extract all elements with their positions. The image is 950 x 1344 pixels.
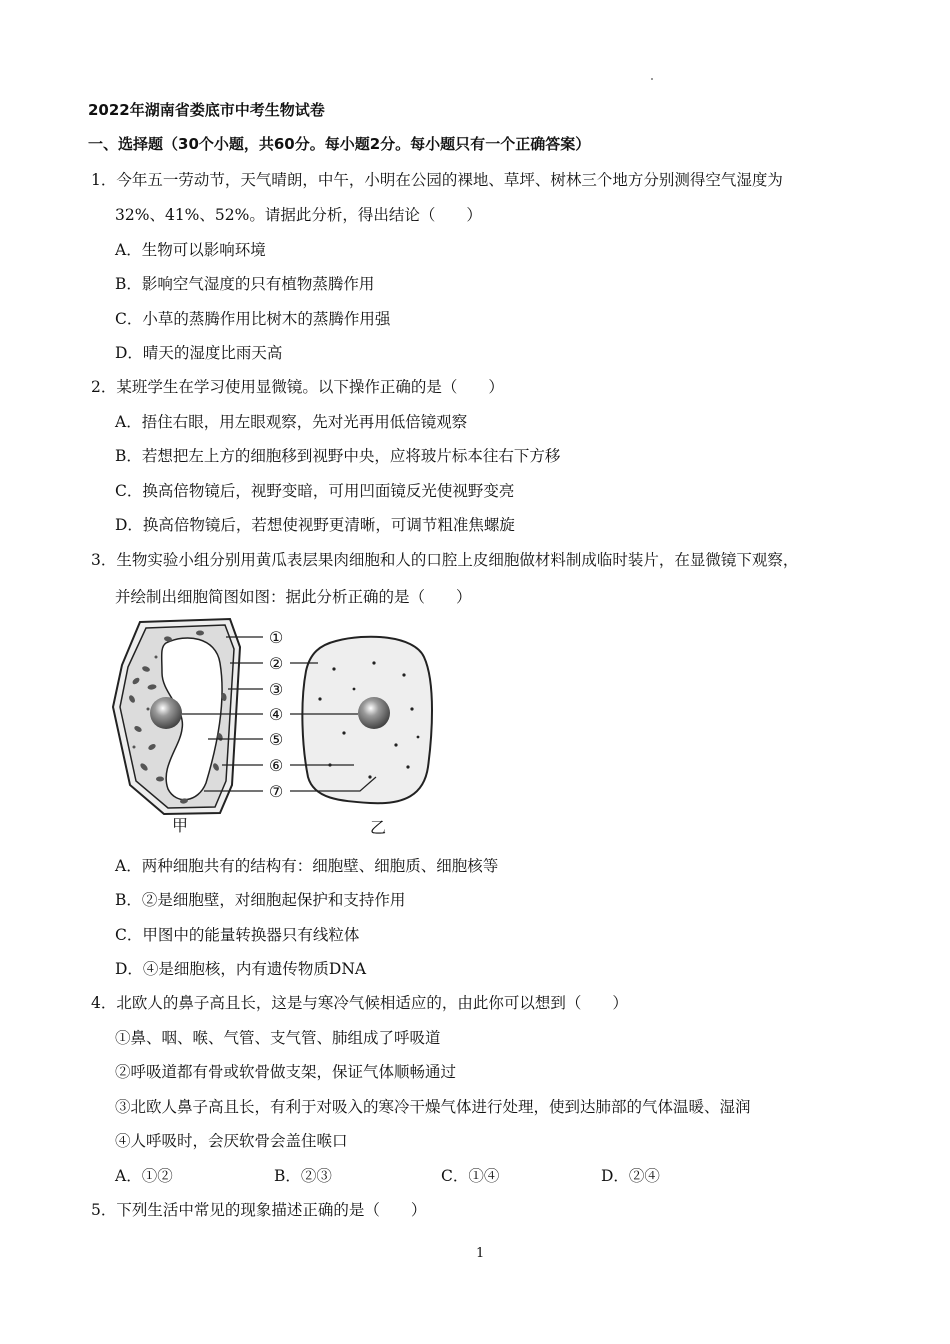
question-3-option-a: A．两种细胞共有的结构有：细胞壁、细胞质、细胞核等 (115, 857, 499, 875)
figure-label-5: ⑤ (268, 730, 284, 749)
question-5-stem: 5．下列生活中常见的现象描述正确的是（ ） (91, 1201, 427, 1219)
question-4-statement-4: ④人呼吸时，会厌软骨会盖住喉口 (115, 1132, 348, 1150)
plant-nucleus (150, 697, 182, 729)
page-mark (651, 78, 653, 80)
figure-label-7: ⑦ (268, 782, 284, 801)
question-1-option-a: A．生物可以影响环境 (115, 241, 266, 259)
figure-label-3: ③ (268, 680, 284, 699)
question-4-option-b: B．②③ (274, 1167, 332, 1185)
question-2-option-b: B．若想把左上方的细胞移到视野中央，应将玻片标本往右下方移 (115, 447, 561, 465)
question-1-stem-cont: 32%、41%、52%。请据此分析，得出结论（ ） (115, 206, 482, 224)
page-number: 1 (476, 1246, 485, 1261)
animal-nucleus (358, 697, 390, 729)
question-2-stem: 2．某班学生在学习使用显微镜。以下操作正确的是（ ） (91, 378, 504, 396)
caption-plant-cell: 甲 (171, 816, 189, 835)
figure-label-4: ④ (268, 705, 284, 724)
question-4-statement-3: ③北欧人鼻子高且长，有利于对吸入的寒冷干燥气体进行处理，使到达肺部的气体温暖、湿润 (115, 1098, 751, 1116)
question-4-option-a: A．①② (115, 1167, 173, 1185)
figure-label-2: ② (268, 654, 284, 673)
cell-diagram (108, 617, 448, 839)
figure-label-1: ① (268, 628, 284, 647)
question-4-option-c: C．①④ (441, 1167, 500, 1185)
question-3-stem-cont: 并绘制出细胞简图如图：据此分析正确的是（ ） (115, 588, 472, 606)
figure-label-6: ⑥ (268, 756, 284, 775)
question-1-option-c: C．小草的蒸腾作用比树木的蒸腾作用强 (115, 310, 391, 328)
question-2-option-a: A．捂住右眼，用左眼观察，先对光再用低倍镜观察 (115, 413, 468, 431)
question-1-option-d: D．晴天的湿度比雨天高 (115, 344, 283, 362)
question-3-option-b: B．②是细胞壁，对细胞起保护和支持作用 (115, 891, 406, 909)
doc-title: 2022年湖南省娄底市中考生物试卷 (88, 101, 325, 119)
question-4-stem: 4．北欧人的鼻子高且长，这是与寒冷气候相适应的，由此你可以想到（ ） (91, 994, 628, 1012)
question-3-option-c: C．甲图中的能量转换器只有线粒体 (115, 926, 360, 944)
question-4-option-d: D．②④ (601, 1167, 660, 1185)
question-2-option-c: C．换高倍物镜后，视野变暗，可用凹面镜反光使视野变亮 (115, 482, 515, 500)
question-1-option-b: B．影响空气湿度的只有植物蒸腾作用 (115, 275, 375, 293)
question-4-statement-2: ②呼吸道都有骨或软骨做支架，保证气体顺畅通过 (115, 1063, 457, 1081)
caption-animal-cell: 乙 (369, 818, 387, 837)
question-3-stem: 3．生物实验小组分别用黄瓜表层果肉细胞和人的口腔上皮细胞做材料制成临时装片，在显微镜下观察， (91, 551, 799, 569)
question-3-option-d: D．④是细胞核，内有遗传物质DNA (115, 960, 367, 978)
section-heading: 一、选择题（30个小题，共60分。每小题2分。每小题只有一个正确答案） (88, 135, 591, 153)
question-2-option-d: D．换高倍物镜后，若想使视野更清晰，可调节粗准焦螺旋 (115, 516, 515, 534)
question-4-statement-1: ①鼻、咽、喉、气管、支气管、肺组成了呼吸道 (115, 1029, 441, 1047)
question-1-stem: 1．今年五一劳动节，天气晴朗，中午，小明在公园的裸地、草坪、树林三个地方分别测得空气湿度为 (91, 171, 783, 189)
